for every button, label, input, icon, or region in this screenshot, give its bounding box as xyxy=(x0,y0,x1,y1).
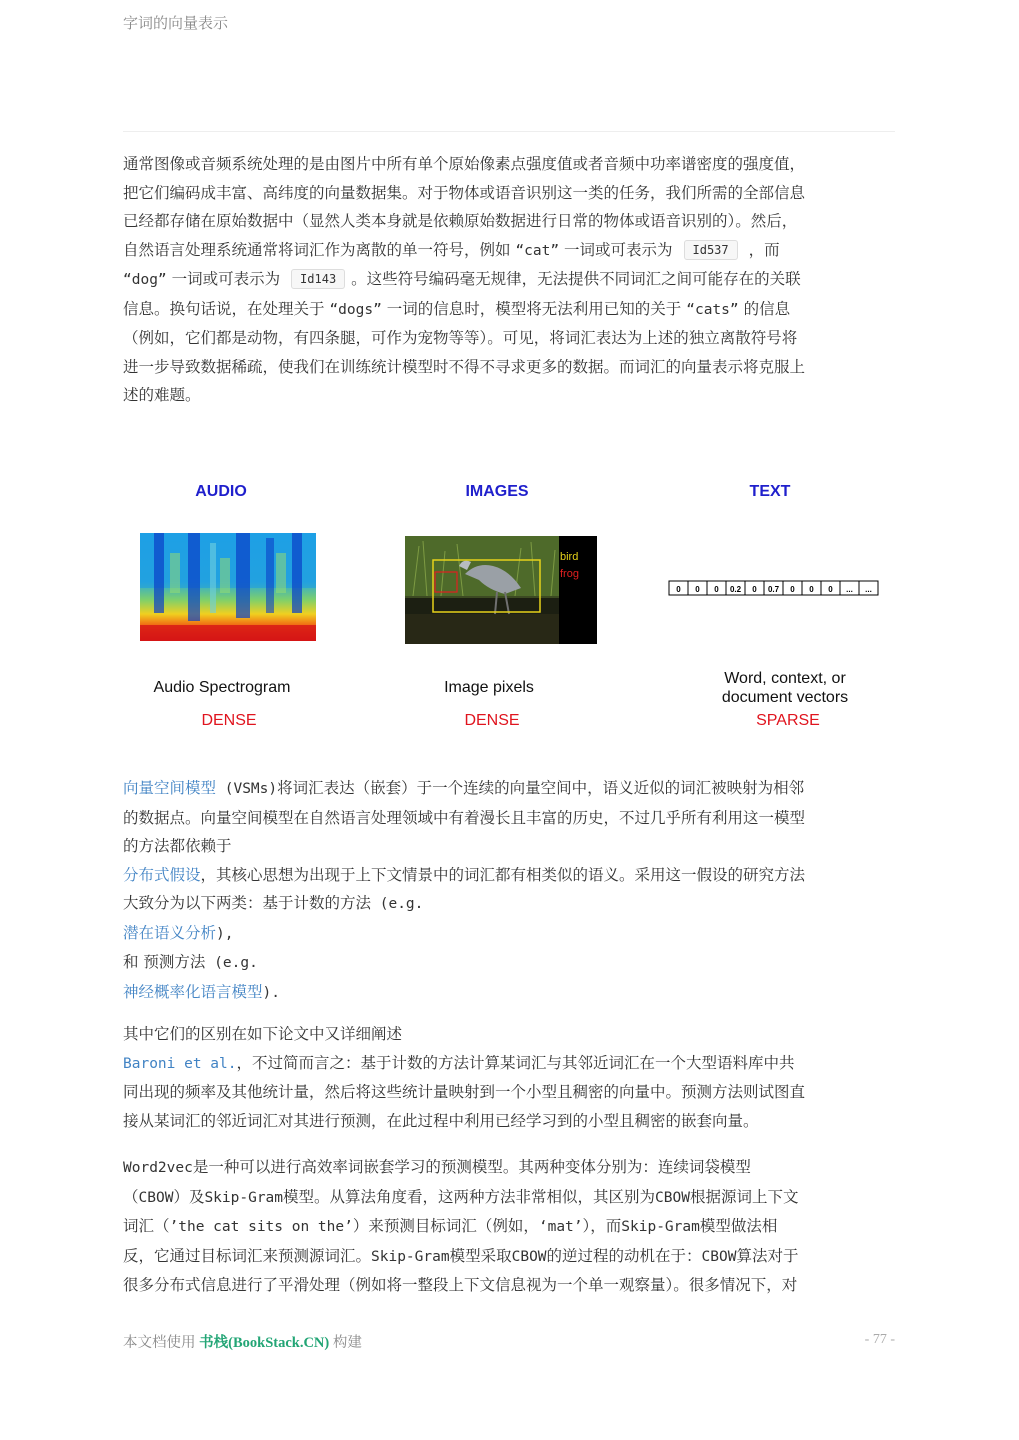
figure-density-text: SPARSE xyxy=(756,712,820,729)
footer-credit: 本文档使用 书栈(BookStack.CN) 构建 xyxy=(123,1335,362,1351)
text-line: 反，它通过目标词汇来预测源词汇。Skip-Gram模型采取CBOW的逆过程的动机在于：CBOW算法对于 xyxy=(123,1246,799,1265)
text-line: 的方法都依赖于 xyxy=(123,837,232,855)
text-line: 进一步导致数据稀疏，使我们在训练统计模型时不得不寻求更多的数据。而词汇的向量表示将克服上 xyxy=(123,357,806,376)
link-baroni-et-al[interactable]: Baroni et al. xyxy=(123,1055,237,1072)
text-line: Word2vec是一种可以进行高效率词嵌套学习的预测模型。其两种变体分别为：连续词袋模型 xyxy=(123,1158,751,1176)
text-line: （CBOW）及Skip-Gram模型。从算法角度看，这两种方法非常相似，其区别为CBOW根据源词上下文 xyxy=(123,1187,799,1206)
text-line: 通常图像或音频系统处理的是由图片中所有单个原始像素点强度值或者音频中功率谱密度的强度值， xyxy=(123,155,806,173)
heron-photo-image xyxy=(405,536,597,644)
vector-cell-value: ... xyxy=(865,585,872,594)
link-neural-probabilistic-language-model[interactable]: 神经概率化语言模型 xyxy=(123,982,263,1001)
vector-cell-value: 0 xyxy=(676,585,681,594)
frog-label: frog xyxy=(560,568,579,580)
text-line: 述的难题。 xyxy=(123,386,201,404)
vector-cell-value: 0 xyxy=(790,585,795,594)
figure-title-audio: AUDIO xyxy=(195,483,247,500)
text-line: 其中它们的区别在如下论文中又详细阐述 xyxy=(123,1025,403,1043)
vector-cell-value: 0 xyxy=(828,585,833,594)
vsm-paragraph xyxy=(123,774,895,1007)
vector-cell-value: 0 xyxy=(809,585,814,594)
text-line: 潜在语义分析), xyxy=(123,923,234,942)
vector-cell-value: ... xyxy=(846,585,853,594)
text-line: 把它们编码成丰富、高纬度的向量数据集。对于物体或语音识别这一类的任务，我们所需的全部信息 xyxy=(123,183,806,202)
text-line: 词汇（’the cat sits on the’）来预测目标词汇（例如，‘mat’），而Skip-Gram模型做法相 xyxy=(123,1217,778,1235)
figure-title-images: IMAGES xyxy=(465,483,529,500)
page-number: - 77 - xyxy=(864,1332,895,1347)
code-id143: Id143 xyxy=(291,269,345,289)
figure-caption-audio: Audio Spectrogram xyxy=(153,679,291,696)
vector-cell-value: 0 xyxy=(714,585,719,594)
audio-spectrogram-image xyxy=(140,533,316,641)
vector-cell-value: 0.2 xyxy=(729,585,742,594)
text-line: 神经概率化语言模型). xyxy=(123,982,280,1001)
text-line: 向量空间模型 (VSMs)将词汇表达（嵌套）于一个连续的向量空间中，语义近似的词汇被映射为相邻 xyxy=(123,779,805,797)
sparse-vector-image xyxy=(668,580,880,596)
text-line: 很多分布式信息进行了平滑处理（例如将一整段上下文信息视为一个单一观察量）。很多情况下，对 xyxy=(123,1276,798,1294)
text-line: 同出现的频率及其他统计量，然后将这些统计量映射到一个小型且稠密的向量中。预测方法则试图直 xyxy=(123,1083,806,1101)
figure-caption-text: Word, context, or document vectors xyxy=(721,670,849,706)
figure-density-audio: DENSE xyxy=(201,712,257,729)
bookstack-link[interactable]: 书栈(BookStack.CN) xyxy=(199,1335,330,1351)
vector-cell-value: 0 xyxy=(695,585,700,594)
header-divider xyxy=(123,131,895,132)
text-line: 接从某词汇的邻近词汇对其进行预测，在此过程中利用已经学习到的小型且稠密的嵌套向量。 xyxy=(123,1111,759,1130)
text-line: 和 预测方法 (e.g. xyxy=(123,953,258,971)
baroni-paragraph xyxy=(123,1020,895,1135)
code-id537: Id537 xyxy=(684,240,738,260)
link-latent-semantic-analysis[interactable]: 潜在语义分析 xyxy=(123,923,217,942)
link-vector-space-model[interactable]: 向量空间模型 xyxy=(123,779,217,797)
text-line: 大致分为以下两类：基于计数的方法 (e.g. xyxy=(123,894,424,912)
intro-paragraph xyxy=(123,150,895,410)
link-distributional-hypothesis[interactable]: 分布式假设 xyxy=(123,865,201,884)
vector-cell-value: 0.7 xyxy=(767,585,780,594)
figure-title-text: TEXT xyxy=(749,483,791,500)
figure-density-images: DENSE xyxy=(464,712,520,729)
text-line: 自然语言处理系统通常将词汇作为离散的单一符号，例如 “cat” 一词或可表示为 Id537 ，而 xyxy=(123,240,780,259)
text-line: （例如，它们都是动物，有四条腿，可作为宠物等等）。可见，将词汇表达为上述的独立离散符号将 xyxy=(123,329,798,347)
text-line: 已经都存储在原始数据中（显然人类本身就是依赖原始数据进行日常的物体或语音识别的）。然后， xyxy=(123,212,798,230)
text-line: 的数据点。向量空间模型在自然语言处理领域中有着漫长且丰富的历史，不过几乎所有利用这一模型 xyxy=(123,808,806,827)
text-line: 分布式假设，其核心思想为出现于上下文情景中的词汇都有相类似的语义。采用这一假设的研究方法 xyxy=(123,865,806,884)
text-line: 信息。换句话说，在处理关于 “dogs” 一词的信息时，模型将无法利用已知的关于 “cats” 的信息 xyxy=(123,299,791,318)
text-line: “dog” 一词或可表示为 Id143 。这些符号编码毫无规律，无法提供不同词汇之间可能存在的关联 xyxy=(123,270,801,288)
running-header: 字词的向量表示 xyxy=(123,14,229,32)
word2vec-paragraph xyxy=(123,1153,895,1300)
text-line: Baroni et al.，不过简而言之：基于计数的方法计算某词汇与其邻近词汇在一个大型语料库中共 xyxy=(123,1053,795,1072)
figure-caption-images: Image pixels xyxy=(444,679,534,696)
vector-cell-value: 0 xyxy=(752,585,757,594)
bird-label: bird xyxy=(560,551,579,563)
